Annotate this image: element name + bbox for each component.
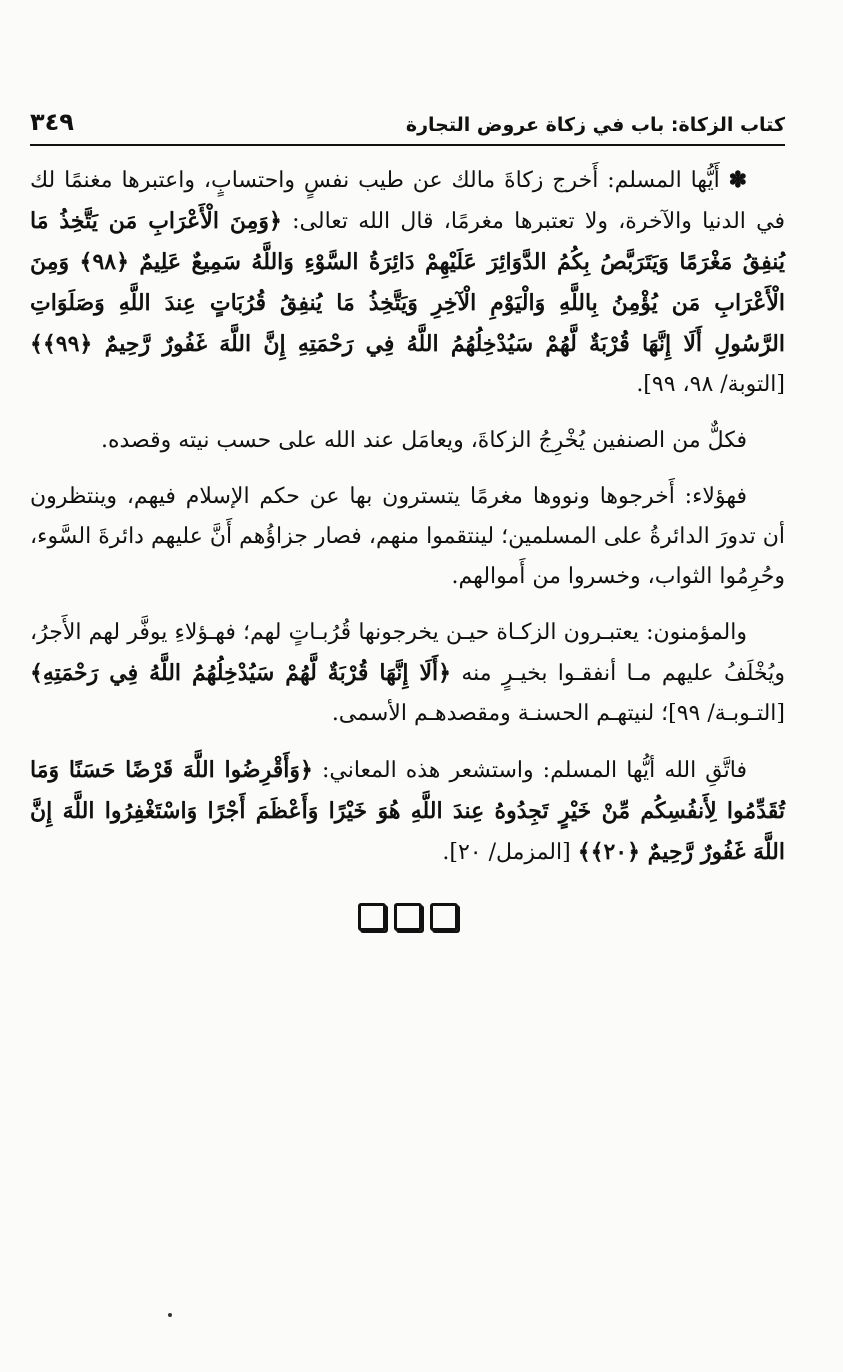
bullet-icon: ✽ <box>728 167 748 193</box>
quran-verse-2: ﴿أَلَا إِنَّهَا قُرْبَةٌ لَّهُمْ سَيُدْخِلُهُمُ اللَّهُ فِي رَحْمَتِهِ﴾ <box>30 660 452 686</box>
section-separator <box>30 903 785 938</box>
paragraph-4-rest: [التـوبـة/ ٩٩]؛ لنيتهـم الحسنـة ومقصدهـم الأسمى. <box>331 701 785 726</box>
running-header <box>30 100 785 146</box>
paragraph-4 <box>30 613 785 734</box>
verse-reference-1: [التوبة/ ٩٨، ٩٩]. <box>636 372 785 397</box>
square-ornament-icon <box>430 903 458 931</box>
main-text <box>30 160 785 873</box>
quran-verse-1: ﴿وَمِنَ الْأَعْرَابِ مَن يَتَّخِذُ مَا يُنفِقُ مَغْرَمًا وَيَتَرَبَّصُ بِكُمُ الدَّوَائِرَ عَلَيْهِمْ دَائِرَةُ السَّوْءِ وَاللَّهُ سَمِيعٌ عَلِيمٌ ﴿٩٨﴾ وَمِنَ الْأَعْرَابِ مَن يُؤْمِنُ بِاللَّهِ وَالْيَوْمِ الْآخِرِ وَيَتَّخِذُ مَا يُنفِقُ قُرُبَاتٍ عِندَ اللَّهِ وَصَلَوَاتِ الرَّسُولِ أَلَا إِنَّهَا قُرْبَةٌ لَّهُمْ سَيُدْخِلُهُمُ اللَّهُ فِي رَحْمَتِهِ إِنَّ اللَّهَ غَفُورٌ رَّحِيمٌ ﴿٩٩﴾﴾ <box>30 208 785 357</box>
verse-reference-3: [المزمل/ ٢٠]. <box>442 840 571 865</box>
paragraph-5 <box>30 750 785 873</box>
square-ornament-icon <box>358 903 386 931</box>
paragraph-1 <box>30 160 785 405</box>
paragraph-2: فكلٌّ من الصنفين يُخْرِجُ الزكاةَ، ويعامَل عند الله على حسب نيته وقصده. <box>100 428 747 453</box>
paragraph-4-text: والمؤمنون: يعتبـرون الزكـاة حيـن يخرجونها قُرُبـاتٍ لهم؛ فهـؤلاءِ يوفَّر لهم الأَجرُ، ويُخْلَفُ عليهم مـا أنفقـوا بخيـرٍ منه <box>30 620 785 686</box>
paragraph-5-text: فاتَّقِ الله أيُّها المسلم: واستشعر هذه المعاني: <box>321 758 747 783</box>
book-page <box>30 100 785 1220</box>
header-divider <box>30 144 785 146</box>
chapter-title: كتاب الزكاة: باب في زكاة عروض التجارة <box>405 114 785 136</box>
ink-speck <box>168 1313 172 1317</box>
quran-verse-3: ﴿وَأَقْرِضُوا اللَّهَ قَرْضًا حَسَنًا وَمَا تُقَدِّمُوا لِأَنفُسِكُم مِّنْ خَيْرٍ تَجِدُوهُ عِندَ اللَّهِ هُوَ خَيْرًا وَأَعْظَمَ أَجْرًا وَاسْتَغْفِرُوا اللَّهَ إِنَّ اللَّهَ غَفُورٌ رَّحِيمٌ ﴿٢٠﴾﴾ <box>30 757 785 865</box>
paragraph-1-text: أَيُّها المسلم: أَخرج زكاةَ مالك عن طيب نفسٍ واحتسابٍ، واعتبرها مغنمًا لك في الدنيا والآخرة، ولا تعتبرها مغرمًا، قال الله تعالى: <box>30 168 785 234</box>
page-number: ٣٤٩ <box>30 108 74 136</box>
square-ornament-icon <box>394 903 422 931</box>
paragraph-3: فهؤلاء: أَخرجوها ونووها مغرمًا يتسترون بها عن حكم الإسلام فيهم، وينتظرون أن تدورَ الدائرةُ على المسلمين؛ لينتقموا منهم، فصار جزاؤُهم أَنَّ عليهم دائرةَ السَّوء، وحُرِمُوا الثواب، وخسروا من أَموالهم. <box>30 484 785 589</box>
